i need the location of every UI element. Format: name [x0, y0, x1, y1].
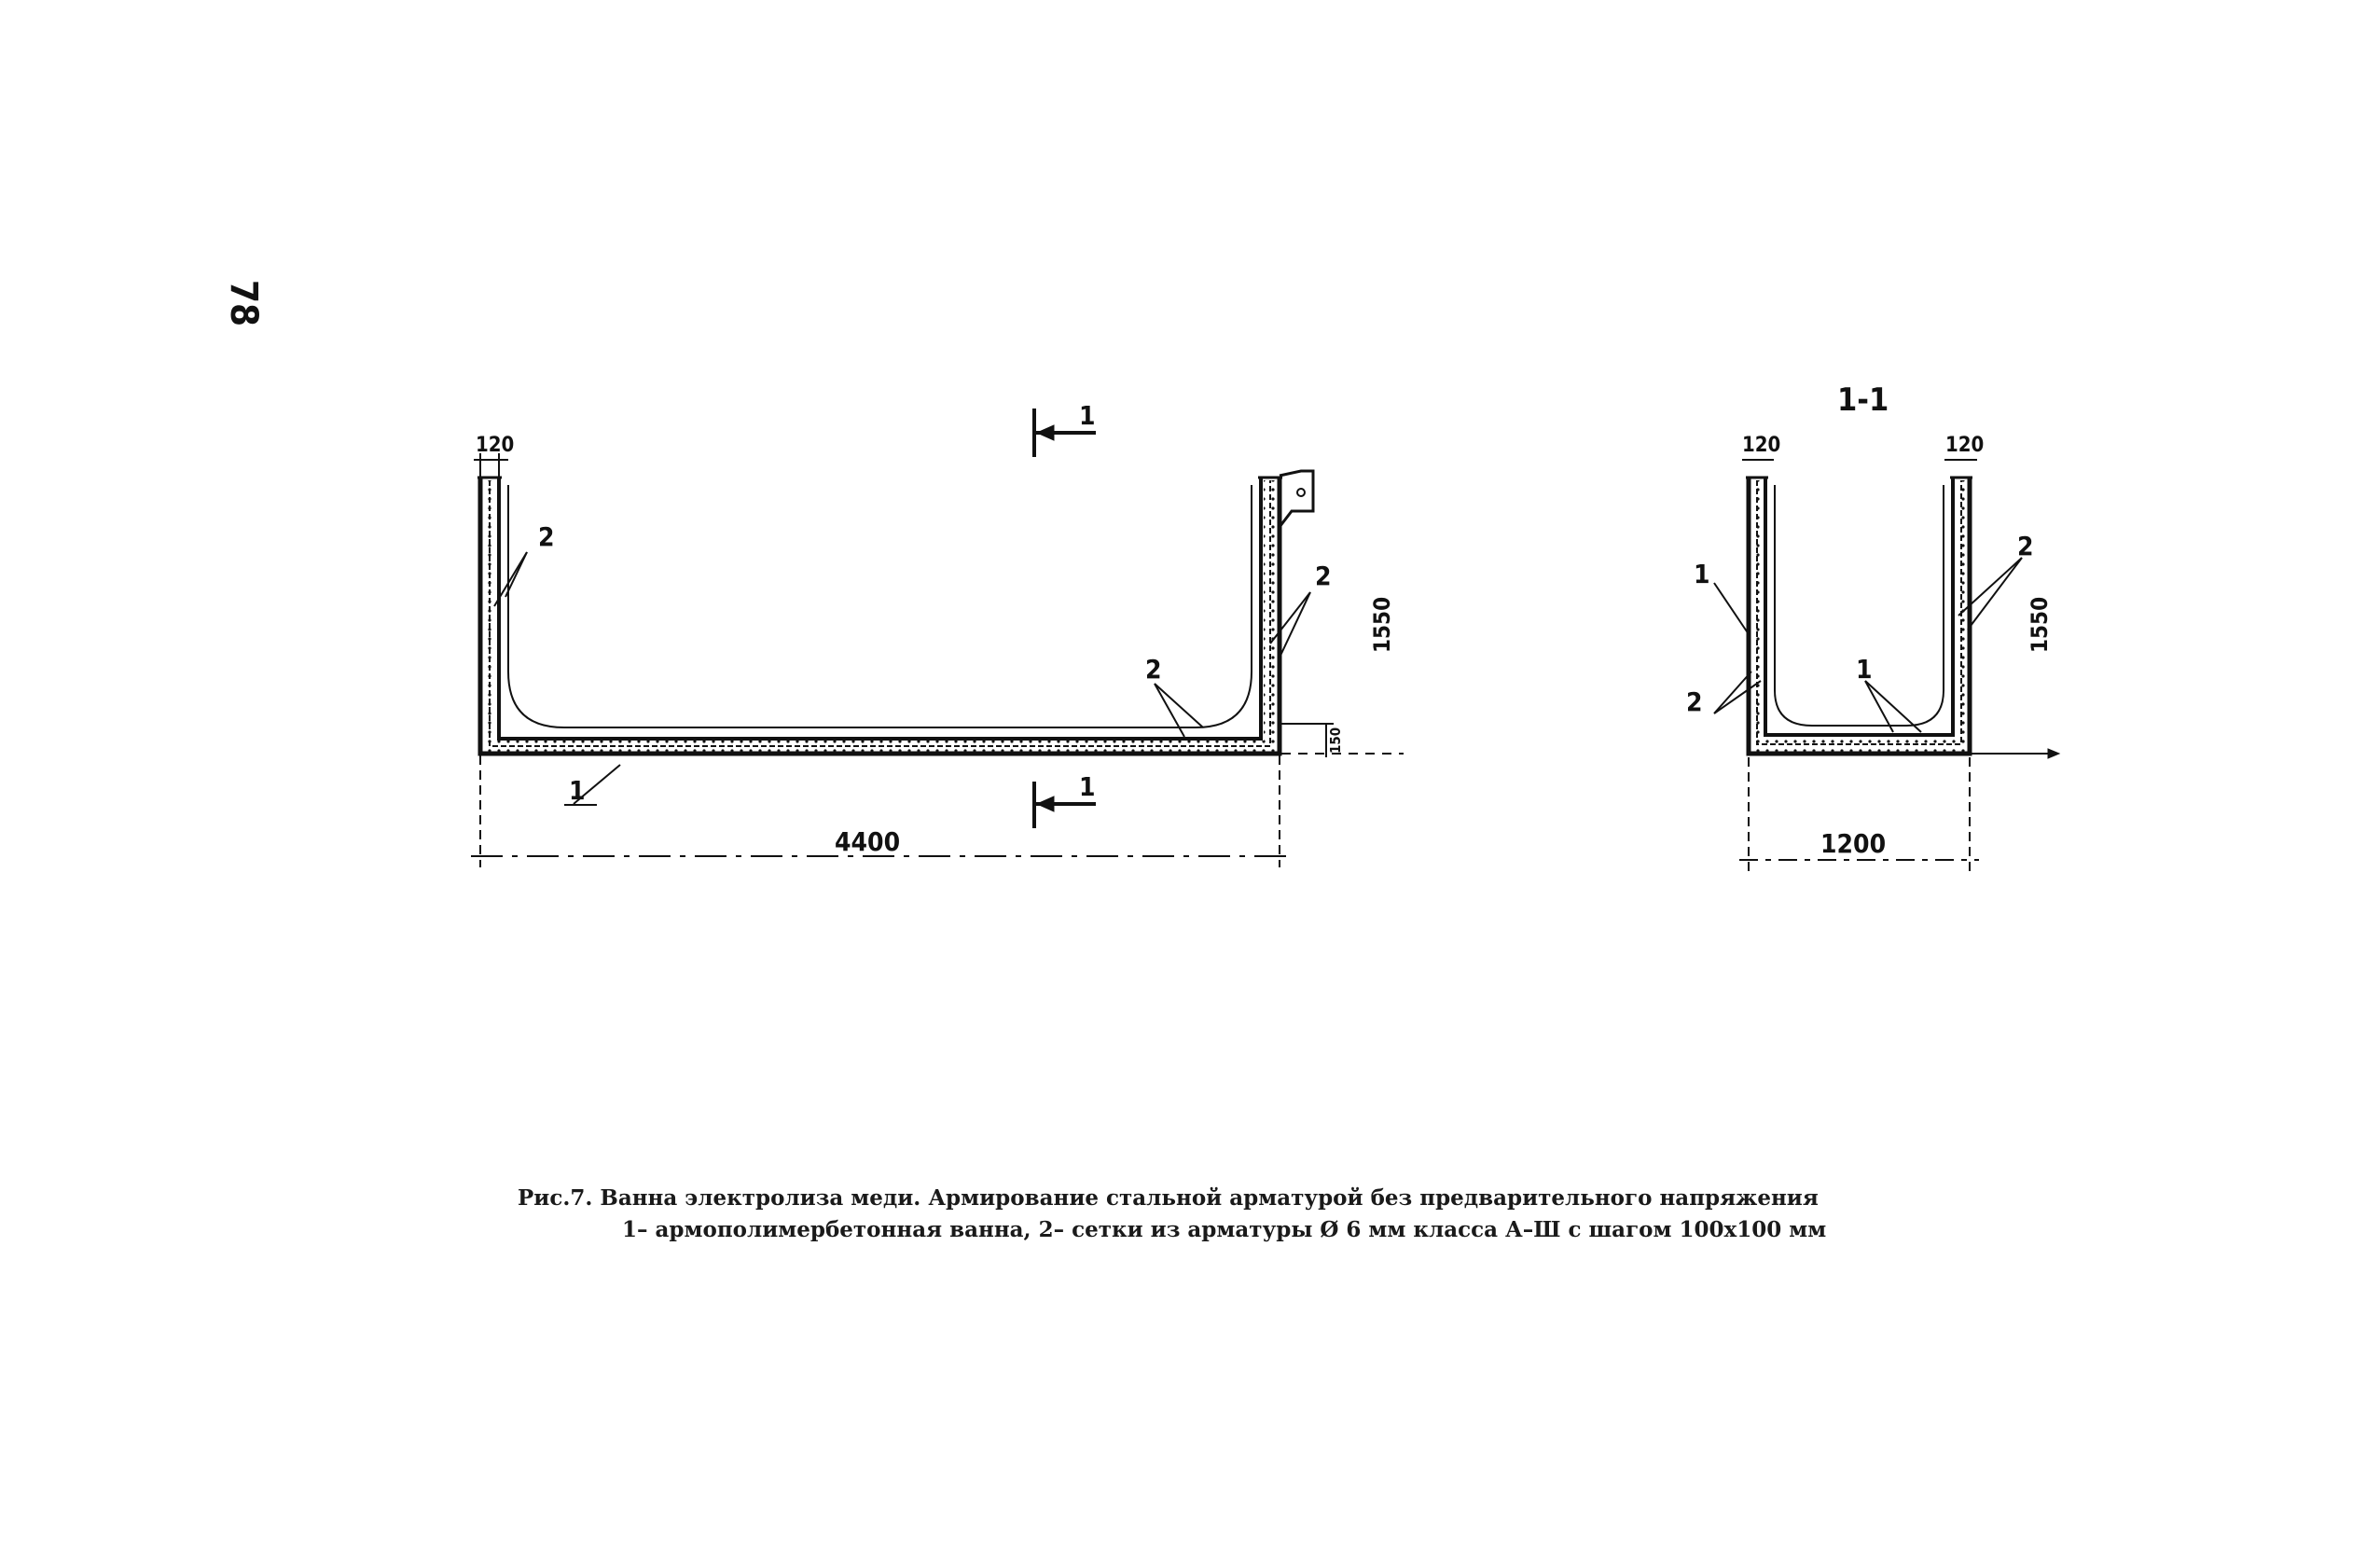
section-leader-mesh-right-b	[1968, 558, 2022, 630]
section-mark-bottom-arrowhead	[1037, 796, 1054, 811]
plan-inner-contour	[499, 478, 1261, 739]
section-leader-tank-bottom-a	[1865, 681, 1893, 732]
caption-line-1: Рис.7. Ванна электролиза меди. Армирование стальной арматурой без предварительного напряжения	[518, 1185, 1819, 1211]
plan-view	[471, 453, 1404, 867]
section-callout-tank-left: 1	[1694, 559, 1710, 589]
page-number: 78	[222, 280, 265, 327]
section-title: 1-1	[1837, 381, 1889, 419]
plan-dim-length: 4400	[835, 826, 901, 857]
section-dim-wall-right: 120	[1945, 434, 1985, 457]
plan-leader-mesh-bottom-b	[1155, 684, 1203, 727]
section-view	[1714, 460, 2059, 872]
section-dim-wall-left: 120	[1742, 434, 1781, 457]
plan-bracket-hole	[1297, 489, 1305, 496]
section-mark-bottom-label: 1	[1079, 771, 1096, 802]
plan-outer-contour	[480, 478, 1280, 754]
section-base-arrowhead	[2048, 749, 2059, 758]
plan-leader-mesh-bottom-a	[1155, 684, 1184, 737]
section-callout-tank-bottom: 1	[1856, 654, 1873, 685]
plan-callout-tank: 1	[569, 775, 586, 806]
plan-wall-left-fill	[483, 480, 496, 746]
section-outer-contour	[1749, 478, 1970, 754]
figure-caption	[518, 1183, 2290, 1246]
section-dim-height: 1550	[2027, 596, 2053, 653]
plan-callout-mesh-right: 2	[1315, 561, 1332, 591]
section-callout-mesh-right: 2	[2017, 531, 2034, 561]
section-mark-top-arrowhead	[1037, 425, 1054, 440]
plan-callout-mesh-bottom: 2	[1145, 654, 1162, 685]
plan-dim-wall: 120	[476, 434, 515, 457]
section-dim-width: 1200	[1820, 828, 1887, 859]
section-inner-lining	[1775, 485, 1944, 726]
plan-callout-mesh-left: 2	[538, 521, 555, 552]
caption-line-2: 1– армополимербетонная ванна, 2– сетки из арматуры Ø 6 мм класса А–Ш с шагом 100х100 мм	[622, 1217, 1827, 1242]
section-inner-contour	[1765, 478, 1953, 735]
section-leader-tank-bottom-b	[1865, 681, 1921, 732]
plan-mesh-line	[490, 480, 1270, 746]
section-mesh-line	[1757, 480, 1961, 744]
section-callout-mesh-left: 2	[1686, 686, 1703, 717]
section-leader-mesh-left-a	[1714, 672, 1751, 713]
section-leader-tank-left	[1714, 583, 1749, 634]
plan-inner-lining	[508, 485, 1252, 727]
plan-dim-bottom: 150	[1327, 727, 1344, 754]
plan-dim-height: 1550	[1369, 596, 1395, 653]
section-mark-top-label: 1	[1079, 400, 1096, 431]
plan-bracket	[1280, 471, 1313, 527]
